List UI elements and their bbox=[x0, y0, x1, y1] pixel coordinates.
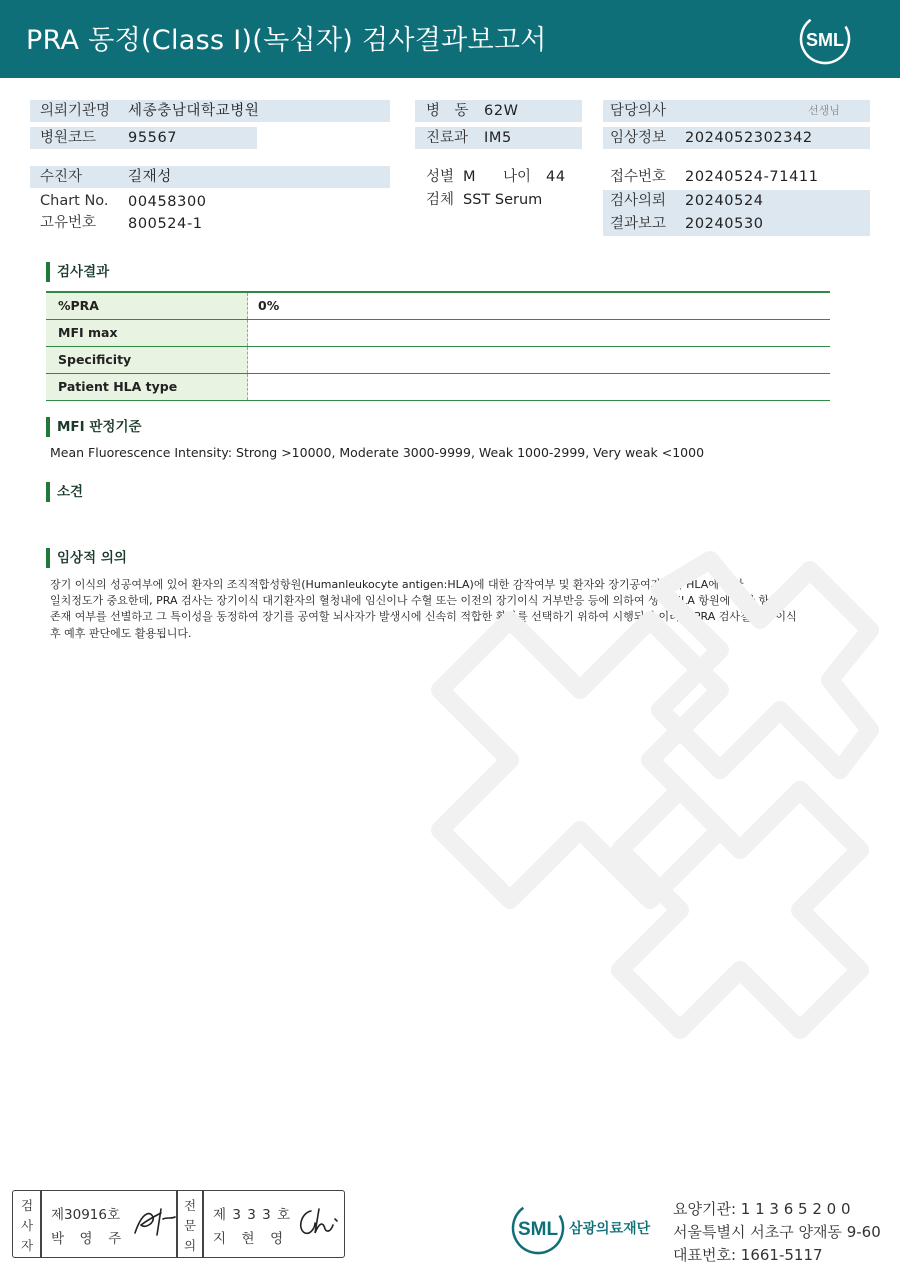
report-header bbox=[0, 0, 900, 78]
specimen-label: 검체 bbox=[426, 192, 455, 208]
code-value: 95567 bbox=[128, 130, 178, 146]
dept-value: IM5 bbox=[484, 130, 512, 146]
signature-box bbox=[12, 1190, 345, 1258]
result-value: 0% bbox=[258, 298, 280, 313]
doctor-label: 담당의사 bbox=[610, 103, 667, 119]
info-bar-patient bbox=[30, 166, 390, 188]
patient-value: 길재성 bbox=[128, 169, 172, 185]
clinical-value: 2024052302342 bbox=[685, 130, 813, 146]
org-name: 삼광의료재단 bbox=[569, 1221, 651, 1237]
patient-label: 수진자 bbox=[40, 169, 83, 185]
sml-logo-icon bbox=[798, 12, 852, 66]
ward-value: 62W bbox=[484, 103, 519, 119]
result-key: MFI max bbox=[46, 320, 248, 346]
doctor-suffix: 선생님 bbox=[808, 104, 840, 117]
table-row bbox=[46, 374, 830, 401]
ward-label: 병 동 bbox=[426, 103, 469, 119]
age-value: 44 bbox=[546, 169, 566, 185]
table-row bbox=[46, 293, 830, 320]
hospital-value: 세종충남대학교병원 bbox=[128, 103, 260, 119]
uid-label: 고유번호 bbox=[40, 215, 97, 231]
tester-name: 박 영 주 bbox=[51, 1231, 123, 1247]
specialist-signature-icon bbox=[293, 1205, 339, 1239]
chart-label: Chart No. bbox=[40, 193, 109, 209]
table-row bbox=[46, 347, 830, 374]
code-label: 병원코드 bbox=[40, 130, 97, 146]
clinical-meaning-text: 장기 이식의 성공여부에 있어 환자의 조직적합성항원(Humanleukocyte antigen:HLA)에 대한 감작여부 및 환자와 장기공여자간의 HLA에 대한 일치정도가 중요한데, PRA 검사는 장기이식 대기환자의 혈청내에 임신이나 수혈 또는 이전의 장기이식 거부반응 등에 의하여 생긴 HLA 항원에 대한 항체 존재 여부를 선별하고 그 특이성을 동정하여 장기를 공여할 뇌사자가 발생시에 신속히 적합한 환자를 선택하기 위하여 시행되며 이러한 PRA 검사결과는 이식 후 예후 판단에도 활용됩니다. bbox=[50, 578, 797, 640]
sml-footer-logo-icon bbox=[510, 1200, 566, 1256]
reception-value: 20240524-71411 bbox=[685, 169, 819, 185]
tester-label: 검 사 자 bbox=[20, 1198, 34, 1253]
specialist-license: 제 3 3 3 호 bbox=[213, 1207, 292, 1223]
sex-value: M bbox=[463, 169, 477, 185]
mfi-section-title: MFI 판정기준 bbox=[46, 417, 142, 437]
sex-label: 성별 bbox=[426, 169, 455, 185]
institution-number: 요양기관: 1 1 3 6 5 2 0 0 bbox=[673, 1200, 851, 1218]
uid-value: 800524-1 bbox=[128, 216, 203, 232]
clinical-label: 임상정보 bbox=[610, 130, 667, 146]
phone-number: 대표번호: 1661-5117 bbox=[673, 1246, 823, 1264]
mfi-criteria-text: Mean Fluorescence Intensity: Strong >10000, Moderate 3000-9999, Weak 1000-2999, Very weak <1000 bbox=[50, 445, 705, 460]
chart-value: 00458300 bbox=[128, 194, 207, 210]
dept-label: 진료과 bbox=[426, 130, 469, 146]
hospital-label: 의뢰기관명 bbox=[40, 103, 111, 119]
results-table bbox=[46, 291, 830, 401]
request-label: 검사의뢰 bbox=[610, 193, 667, 209]
table-row bbox=[46, 320, 830, 347]
report-date-value: 20240530 bbox=[685, 216, 764, 232]
specimen-value: SST Serum bbox=[463, 192, 543, 208]
reception-label: 접수번호 bbox=[610, 169, 667, 185]
result-key: Specificity bbox=[46, 347, 248, 373]
specialist-label: 전 문 의 bbox=[183, 1198, 197, 1253]
footer-logo-text: SML bbox=[517, 1219, 559, 1240]
report-date-label: 결과보고 bbox=[610, 216, 667, 232]
cross-watermark-icon bbox=[360, 530, 880, 1050]
result-key: Patient HLA type bbox=[46, 374, 248, 400]
tester-license: 제30916호 bbox=[51, 1207, 121, 1223]
signature-divider bbox=[202, 1191, 204, 1257]
signature-divider bbox=[40, 1191, 42, 1257]
result-key: %PRA bbox=[46, 293, 248, 319]
opinion-section-title: 소견 bbox=[46, 482, 83, 502]
tester-signature-icon bbox=[131, 1205, 177, 1239]
logo-text: SML bbox=[806, 30, 844, 50]
org-address: 서울특별시 서초구 양재동 9-60 bbox=[673, 1223, 881, 1241]
request-value: 20240524 bbox=[685, 193, 764, 209]
report-title: PRA 동정(Class I)(녹십자) 검사결과보고서 bbox=[26, 25, 547, 56]
results-section-title: 검사결과 bbox=[46, 262, 109, 282]
age-label: 나이 bbox=[503, 169, 532, 185]
specialist-name: 지 현 영 bbox=[213, 1231, 285, 1247]
clinical-meaning-title: 임상적 의의 bbox=[46, 548, 127, 568]
